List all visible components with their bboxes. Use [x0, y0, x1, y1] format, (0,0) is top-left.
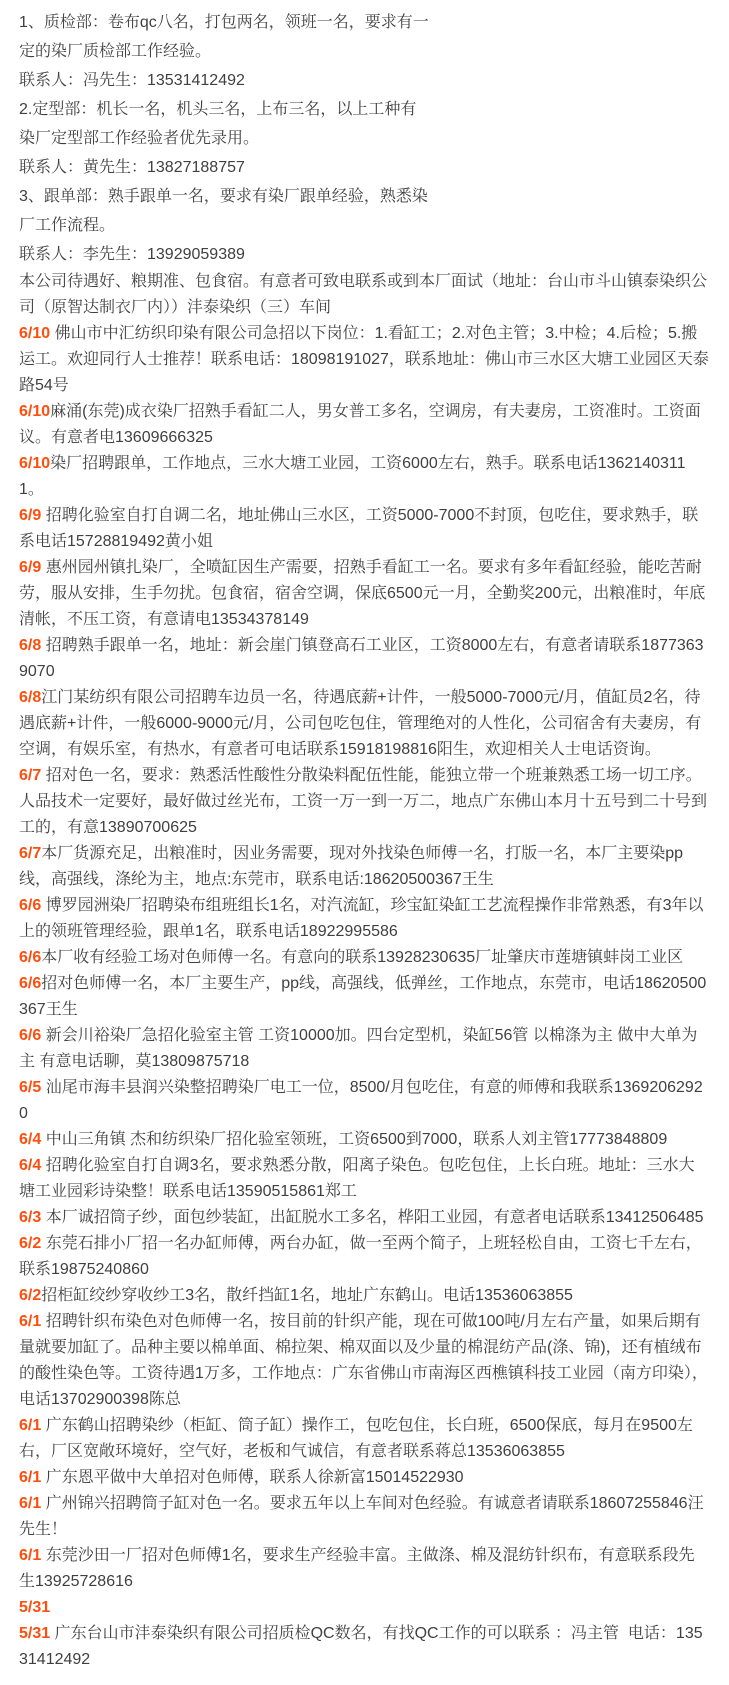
post-date: 6/10 — [19, 403, 51, 420]
post-text: 招对色师傅一名，本厂主要生产，pp线，高强线，低弹丝，工作地点，东莞市，电话18620500367王生 — [19, 975, 707, 1018]
post-date: 6/8 — [19, 637, 42, 654]
intro-line: 2.定型部：机长一名，机头三名，上布三名，以上工种有 — [19, 101, 417, 118]
post-date: 6/1 — [19, 1495, 42, 1512]
post-item — [19, 971, 709, 1023]
post-item — [19, 1621, 709, 1673]
post-item — [19, 1231, 709, 1283]
post-item — [19, 1283, 709, 1309]
post-date: 6/6 — [19, 975, 42, 992]
post-item — [19, 1491, 709, 1543]
post-text: 本厂收有经验工场对色师傅一名。有意向的联系13928230635厂址肇庆市莲塘镇蚌岗工业区 — [41, 949, 684, 966]
post-text: 东莞石排小厂招一名办缸师傅，两台办缸，做一至两个简子，上班轻松自由，工资七千左右，联系19875240860 — [19, 1235, 702, 1278]
intro-line: 1、质检部：卷布qc八名，打包两名，领班一名，要求有一 — [19, 14, 429, 31]
post-item — [19, 763, 709, 841]
post-text: 本厂货源充足，出粮准时，因业务需要，现对外找染色师傅一名，打版一名，本厂主要染pp线，高强线，涤纶为主，地点:东莞市，联系电话:18620500367王生 — [19, 845, 684, 888]
post-item — [19, 945, 709, 971]
post-date: 5/31 — [19, 1625, 51, 1642]
post-date: 6/1 — [19, 1313, 42, 1330]
post-text: 招聘化验室自打自调3名，要求熟悉分散，阳离子染色。包吃包住，上长白班。地址：三水大塘工业园彩诗染整！联系电话13590515861郑工 — [19, 1157, 695, 1200]
intro-line: 联系人：李先生：13929059389 — [19, 246, 245, 263]
post-text: 本公司待遇好、粮期准、包食宿。有意者可致电联系或到本厂面试（地址：台山市斗山镇泰染织公司（原智达制衣厂内））沣泰染织（三）车间 — [19, 273, 708, 316]
post-text: 中山三角镇 杰和纺织染厂招化验室领班，工资6500到7000，联系人刘主管17773848809 — [41, 1131, 668, 1148]
post-date: 6/7 — [19, 845, 42, 862]
post-text: 佛山市中汇纺织印染有限公司急招以下岗位：1.看缸工；2.对色主管；3.中检；4.后检；5.搬运工。欢迎同行人士推荐！联系电话：18098191027，联系地址：佛山市三水区大塘工业园区天泰路54号 — [19, 325, 709, 394]
post-text: 招对色一名，要求：熟悉活性酸性分散染料配伍性能，能独立带一个班兼熟悉工场一切工序。人品技术一定要好，最好做过丝光布，工资一万一到一万二，地点广东佛山本月十五号到二十号到工的，有意13890700625 — [19, 767, 708, 836]
post-item — [19, 841, 709, 893]
post-item — [19, 1023, 709, 1075]
post-date: 6/10 — [19, 325, 51, 342]
post-text: 汕尾市海丰县润兴染整招聘染厂电工一位，8500/月包吃住，有意的师傅和我联系13692062920 — [19, 1079, 703, 1122]
post-text: 麻涌(东莞)成衣染厂招熟手看缸二人，男女普工多名，空调房，有夫妻房，工资准时。工资面议。有意者电13609666325 — [19, 403, 701, 446]
intro-section — [19, 8, 709, 269]
post-date: 6/1 — [19, 1547, 42, 1564]
post-text: 招聘针织布染色对色师傅一名，按目前的针织产能，现在可做100吨/月左右产量，如果后期有量就要加缸了。品种主要以棉单面、棉拉架、棉双面以及少量的棉混纺产品(涤、锦)，还有植绒布的酸性染色等。工资待遇1万多，工作地点：广东省佛山市南海区西樵镇科技工业园（南方印染），电话13702900398陈总 — [19, 1313, 708, 1408]
post-text: 染厂招聘跟单，工作地点，三水大塘工业园，工资6000左右，熟手。联系电话13621403111。 — [19, 455, 686, 498]
post-item — [19, 1595, 709, 1621]
post-date: 6/4 — [19, 1131, 42, 1148]
post-date: 6/8 — [19, 689, 42, 706]
post-text: 本厂诚招筒子纱，面包纱装缸，出缸脱水工多名，桦阳工业园，有意者电话联系13412506485 — [41, 1209, 704, 1226]
post-text: 博罗园洲染厂招聘染布组班组长1名，对汽流缸，珍宝缸染缸工艺流程操作非常熟悉，有3年以上的领班管理经验，跟单1名，联系电话18922995586 — [19, 897, 704, 940]
post-date: 6/6 — [19, 1027, 42, 1044]
intro-line: 定的染厂质检部工作经验。 — [19, 43, 212, 60]
post-date: 6/1 — [19, 1417, 42, 1434]
post-item — [19, 1075, 709, 1127]
post-date: 5/31 — [19, 1599, 51, 1616]
intro-line: 染厂定型部工作经验者优先录用。 — [19, 130, 260, 147]
post-text: 广东台山市沣泰染织有限公司招质检QC数名，有找QC工作的可以联系 ：冯主管 电话：13531412492 — [19, 1625, 703, 1668]
post-date: 6/9 — [19, 507, 42, 524]
intro-line: 联系人：黄先生：13827188757 — [19, 159, 245, 176]
posts-section — [19, 269, 709, 1673]
post-date: 6/3 — [19, 1209, 42, 1226]
post-date: 6/7 — [19, 767, 42, 784]
post-date: 6/2 — [19, 1235, 42, 1252]
post-item — [19, 1413, 709, 1465]
post-date: 6/9 — [19, 559, 42, 576]
post-date: 6/6 — [19, 949, 42, 966]
post-text: 惠州园州镇扎染厂，全喷缸因生产需要，招熟手看缸工一名。要求有多年看缸经验，能吃苦耐劳，服从安排，生手勿扰。包食宿，宿舍空调，保底6500元一月，全勤奖200元，出粮准时，年底清帐，不压工资，有意请电13534378149 — [19, 559, 706, 628]
post-item — [19, 399, 709, 451]
post-text: 江门某纺织有限公司招聘车边员一名，待遇底薪+计件，一般5000-7000元/月，值缸员2名，待遇底薪+计件，一般6000-9000元/月，公司包吃包住，管理绝对的人性化，公司宿舍有夫妻房，有空调，有娱乐室，有热水，有意者可电话联系15918198816阳生，欢迎相关人士电话资询。 — [19, 689, 702, 758]
post-text: 广东恩平做中大单招对色师傅，联系人徐新富15014522930 — [41, 1469, 464, 1486]
post-date: 6/5 — [19, 1079, 42, 1096]
post-text: 广东鹤山招聘染纱（柜缸、筒子缸）操作工，包吃包住，长白班，6500保底，每月在9500左右，厂区宽敞环境好，空气好，老板和气诚信，有意者联系蒋总13536063855 — [19, 1417, 693, 1460]
post-item — [19, 1309, 709, 1413]
intro-line: 联系人：冯先生：13531412492 — [19, 72, 245, 89]
post-item — [19, 1153, 709, 1205]
post-date: 6/4 — [19, 1157, 42, 1174]
post-item — [19, 321, 709, 399]
post-text: 东莞沙田一厂招对色师傅1名，要求生产经验丰富。主做涤、棉及混纺针织布，有意联系段先生13925728616 — [19, 1547, 695, 1590]
post-item — [19, 1205, 709, 1231]
post-item — [19, 1465, 709, 1491]
intro-line: 厂工作流程。 — [19, 217, 116, 234]
post-item — [19, 893, 709, 945]
post-item — [19, 503, 709, 555]
post-text: 招聘化验室自打自调二名，地址佛山三水区，工资5000-7000不封顶，包吃住，要求熟手，联系电话15728819492黄小姐 — [19, 507, 699, 550]
post-date: 6/6 — [19, 897, 42, 914]
post-item — [19, 451, 709, 503]
post-item — [19, 1543, 709, 1595]
post-item — [19, 555, 709, 633]
post-date: 6/1 — [19, 1469, 42, 1486]
post-text: 广州锦兴招聘筒子缸对色一名。要求五年以上车间对色经验。有诚意者请联系18607255846汪先生！ — [19, 1495, 704, 1538]
intro-line: 3、跟单部：熟手跟单一名，要求有染厂跟单经验，熟悉染 — [19, 188, 428, 205]
post-item — [19, 685, 709, 763]
post-item — [19, 633, 709, 685]
post-date: 6/2 — [19, 1287, 42, 1304]
post-text: 新会川裕染厂急招化验室主管 工资10000加。四台定型机，染缸56管 以棉涤为主 做中大单为主 有意电话聊，莫13809875718 — [19, 1027, 698, 1070]
post-date: 6/10 — [19, 455, 51, 472]
post-text: 招聘熟手跟单一名，地址：新会崖门镇登高石工业区，工资8000左右，有意者请联系18773639070 — [19, 637, 704, 680]
post-item — [19, 269, 709, 321]
post-item — [19, 1127, 709, 1153]
post-text: 招柜缸绞纱穿收纱工3名，散纤挡缸1名，地址广东鹤山。电话13536063855 — [41, 1287, 573, 1304]
